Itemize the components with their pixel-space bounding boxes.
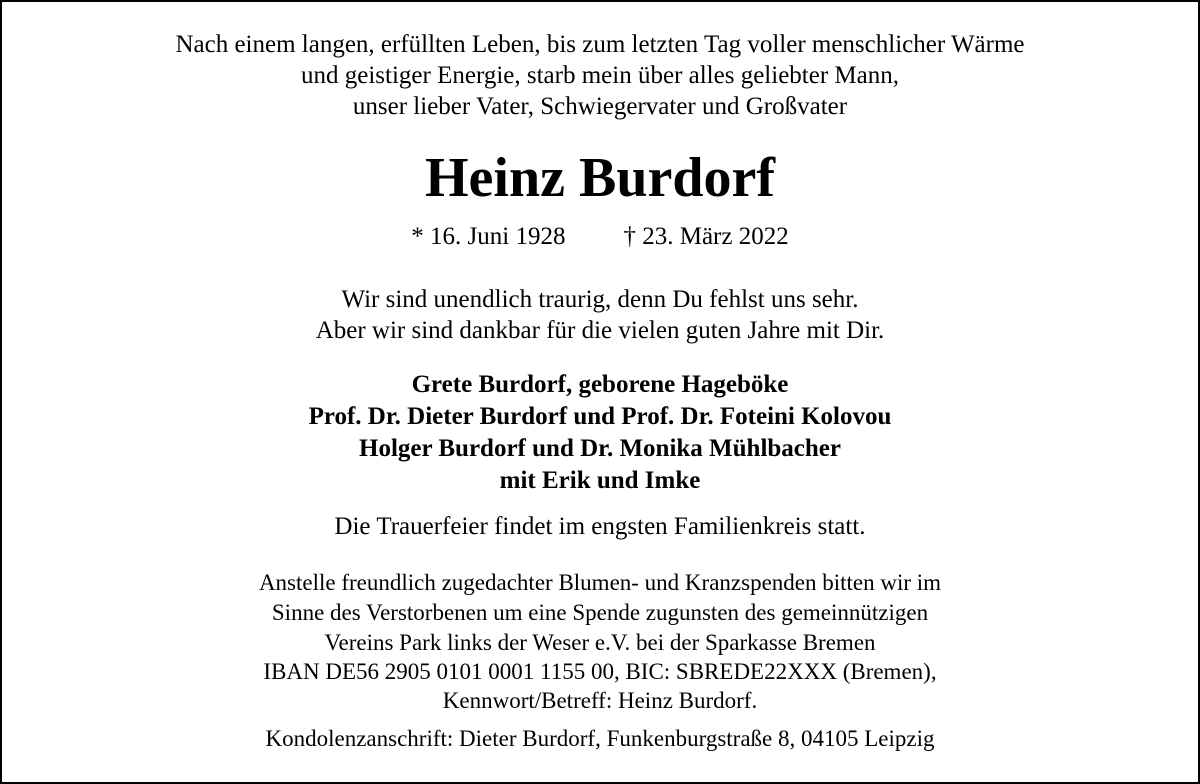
- family-line-2: Prof. Dr. Dieter Burdorf und Prof. Dr. Foteini Kolovou: [308, 403, 892, 430]
- intro-line-1: Nach einem langen, erfüllten Leben, bis zum letzten Tag voller menschlicher Wärme: [175, 31, 1025, 58]
- family-line-3: Holger Burdorf und Dr. Monika Mühlbacher: [359, 435, 841, 462]
- donation-line-4: IBAN DE56 2905 0101 0001 1155 00, BIC: SBREDE22XXX (Bremen),: [263, 659, 937, 684]
- donation-line-2: Sinne des Verstorbenen um eine Spende zugunsten des gemeinnützigen: [271, 600, 929, 625]
- death-date: † 23. März 2022: [623, 223, 789, 250]
- life-dates: [2, 222, 1198, 252]
- donation-line-3: Vereins Park links der Weser e.V. bei der Sparkasse Bremen: [324, 630, 876, 655]
- intro-line-3: unser lieber Vater, Schwiegervater und Großvater: [352, 93, 848, 120]
- verse-line-2: Aber wir sind dankbar für die vielen guten Jahre mit Dir.: [315, 317, 885, 344]
- intro-line-2: und geistiger Energie, starb mein über alles geliebter Mann,: [301, 62, 899, 89]
- family-line-4: mit Erik und Imke: [499, 467, 701, 494]
- ceremony-note: Die Trauerfeier findet im engsten Familienkreis statt.: [334, 513, 866, 540]
- donation-line-5: Kennwort/Betreff: Heinz Burdorf.: [442, 688, 758, 713]
- deceased-name: Heinz Burdorf: [425, 147, 775, 209]
- verse-line-1: Wir sind unendlich traurig, denn Du fehlst uns sehr.: [341, 286, 859, 313]
- family-line-1: Grete Burdorf, geborene Hageböke: [411, 371, 789, 398]
- condolence-address: Kondolenzanschrift: Dieter Burdorf, Funkenburgstraße 8, 04105 Leipzig: [265, 726, 935, 751]
- donation-line-1: Anstelle freundlich zugedachter Blumen- und Kranzspenden bitten wir im: [258, 570, 942, 595]
- birth-date: * 16. Juni 1928: [411, 223, 566, 250]
